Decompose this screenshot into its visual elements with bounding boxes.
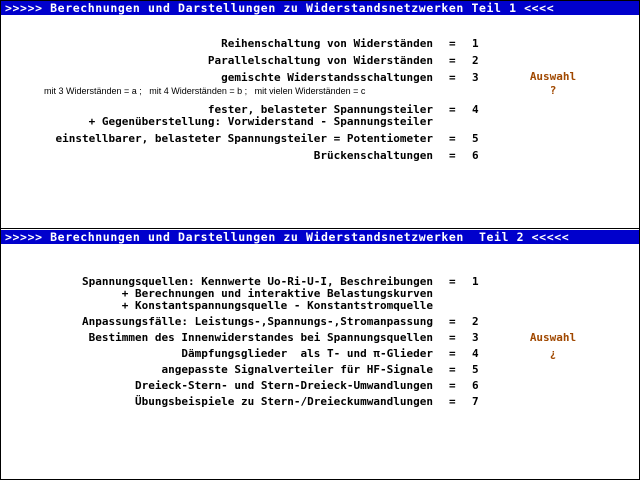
menu-item-1-2-num[interactable]: 2 bbox=[472, 54, 479, 67]
menu-item-2-7-eq: = bbox=[449, 395, 456, 408]
menu-item-1-2-eq: = bbox=[449, 54, 456, 67]
menu-item-1-4[interactable]: fester, belasteter Spannungsteiler bbox=[207, 103, 433, 116]
menu-item-1-3-num[interactable]: 3 bbox=[472, 71, 479, 84]
menu-item-2-1-extra-b: + Konstantspannungsquelle - Konstantstromquelle bbox=[121, 299, 433, 312]
menu-item-2-1-num[interactable]: 1 bbox=[472, 275, 479, 288]
sub-options-note: mit 3 Widerständen = a ; mit 4 Widerständen = b ; mit vielen Widerständen = c bbox=[44, 86, 366, 96]
selection-prompt-2[interactable]: ¿ bbox=[549, 347, 557, 360]
menu-item-2-2-num[interactable]: 2 bbox=[472, 315, 479, 328]
menu-item-2-2-eq: = bbox=[449, 315, 456, 328]
menu-item-1-4-eq: = bbox=[449, 103, 456, 116]
selection-label-1: Auswahl bbox=[529, 70, 577, 83]
menu-item-1-2[interactable]: Parallelschaltung von Widerständen bbox=[207, 54, 433, 67]
menu-item-1-1-num[interactable]: 1 bbox=[472, 37, 479, 50]
menu-item-1-6[interactable]: Brückenschaltungen bbox=[313, 149, 433, 162]
part1-header: >>>>> Berechnungen und Darstellungen zu Widerstandsnetzwerken Teil 1 <<<< bbox=[1, 1, 639, 15]
menu-item-2-5[interactable]: angepasste Signalverteiler für HF-Signale bbox=[161, 363, 433, 376]
menu-item-2-3-num[interactable]: 3 bbox=[472, 331, 479, 344]
menu-item-1-5-eq: = bbox=[449, 132, 456, 145]
menu-item-2-5-eq: = bbox=[449, 363, 456, 376]
menu-item-2-7-num[interactable]: 7 bbox=[472, 395, 479, 408]
menu-item-2-1-extra-a: + Berechnungen und interaktive Belastungskurven bbox=[121, 287, 433, 300]
menu-item-1-5[interactable]: einstellbarer, belasteter Spannungsteiler = Potentiometer bbox=[55, 132, 433, 145]
menu-item-2-1[interactable]: Spannungsquellen: Kennwerte Uo-Ri-U-I, Beschreibungen bbox=[82, 275, 433, 288]
selection-label-2: Auswahl bbox=[529, 331, 577, 344]
menu-item-2-6[interactable]: Dreieck-Stern- und Stern-Dreieck-Umwandlungen bbox=[134, 379, 433, 392]
menu-item-1-3[interactable]: gemischte Widerstandsschaltungen bbox=[221, 71, 433, 84]
selection-prompt-1[interactable]: ? bbox=[549, 84, 557, 97]
menu-item-2-7[interactable]: Übungsbeispiele zu Stern-/Dreieckumwandlungen bbox=[134, 395, 433, 408]
menu-item-2-2[interactable]: Anpassungsfälle: Leistungs-,Spannungs-,Stromanpassung bbox=[82, 315, 433, 328]
menu-item-1-1-eq: = bbox=[449, 37, 456, 50]
menu-item-2-4[interactable]: Dämpfungsglieder als T- und π-Glieder bbox=[181, 347, 433, 360]
menu-item-1-5-num[interactable]: 5 bbox=[472, 132, 479, 145]
menu-item-1-6-eq: = bbox=[449, 149, 456, 162]
menu-item-2-6-eq: = bbox=[449, 379, 456, 392]
menu-item-2-4-eq: = bbox=[449, 347, 456, 360]
menu-item-2-5-num[interactable]: 5 bbox=[472, 363, 479, 376]
menu-item-1-4-num[interactable]: 4 bbox=[472, 103, 479, 116]
menu-item-1-1[interactable]: Reihenschaltung von Widerständen bbox=[221, 37, 433, 50]
menu-item-2-1-eq: = bbox=[449, 275, 456, 288]
menu-item-2-3[interactable]: Bestimmen des Innenwiderstandes bei Spannungsquellen bbox=[88, 331, 433, 344]
menu-item-2-3-eq: = bbox=[449, 331, 456, 344]
menu-item-1-4-extra: + Gegenüberstellung: Vorwiderstand - Spannungsteiler bbox=[88, 115, 433, 128]
section-divider bbox=[1, 228, 639, 229]
menu-item-2-4-num[interactable]: 4 bbox=[472, 347, 479, 360]
menu-item-1-6-num[interactable]: 6 bbox=[472, 149, 479, 162]
part2-header: >>>>> Berechnungen und Darstellungen zu Widerstandsnetzwerken Teil 2 <<<<< bbox=[1, 230, 639, 244]
menu-item-1-3-eq: = bbox=[449, 71, 456, 84]
menu-item-2-6-num[interactable]: 6 bbox=[472, 379, 479, 392]
